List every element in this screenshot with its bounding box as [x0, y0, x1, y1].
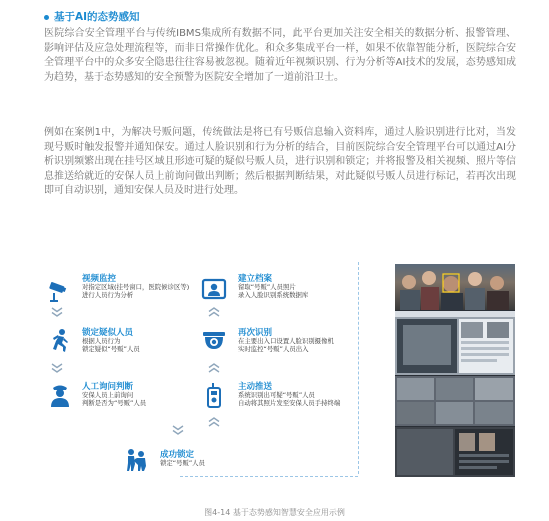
step-title: 建立档案 — [238, 274, 273, 284]
step-desc-line: 自动将其照片发至安保人员手持终端 — [238, 399, 341, 407]
step-desc-line: 对指定区域(挂号窗口，医院候诊区等) — [82, 283, 190, 291]
step-desc-line: 锁定疑似“号贩”人员 — [82, 345, 140, 353]
profile-card-icon — [201, 276, 227, 302]
step-desc-line: 根据人员行为 — [82, 337, 121, 345]
chevron-down-icon — [51, 363, 63, 373]
step-title: 成功锁定 — [160, 450, 195, 460]
workflow-diagram — [39, 260, 358, 476]
step-desc-line: 留取“号贩”人员照片 — [238, 283, 296, 291]
step-desc-line: 系统识别出可疑“号贩”人员 — [238, 391, 315, 399]
step-title: 主动推送 — [238, 382, 273, 392]
handheld-radio-icon — [201, 382, 227, 408]
step-desc-line: 进行人员行为分析 — [82, 291, 134, 299]
chevron-down-icon — [172, 425, 184, 435]
chevron-up-icon — [208, 363, 220, 373]
step-desc-line: 在主要出入口设置人脸识别摄像机 — [238, 337, 334, 345]
cctv-camera-icon — [47, 278, 73, 304]
step-desc-line: 安保人员上前询问 — [82, 391, 134, 399]
chevron-up-icon — [208, 417, 220, 427]
arrest-icon — [123, 446, 149, 472]
step-desc-line: 录入人脸识别系统数据库 — [238, 291, 309, 299]
step-desc-line: 锁定“号贩”人员 — [160, 459, 205, 467]
step-title: 再次识别 — [238, 328, 273, 338]
monitoring-software-screenshot — [395, 311, 515, 375]
step-title: 锁定疑似人员 — [82, 328, 134, 338]
paragraph-1: 医院综合安全管理平台与传统IBMS集成所有数据不同，此平台更加关注安全相关的数据分析、报警管理、影响评估及应急处理流程等，而非日常操作优化。和众多集成平台一样，如果不依靠智能分析，医院综合安全管理平台中的众多安全隐患往往容易被忽视。随着近年视频识别、行为分析等AI技术的发展，态势感知成为趋势，基于态势感知的安全预警为医院安全增加了一道前沿卫士。 — [44, 28, 516, 83]
figure-caption: 图4-14 基于态势感知智慧安全应用示例 — [204, 508, 345, 517]
crowd-face-recognition-photo — [395, 264, 515, 310]
step-desc-line: 判断是否为“号贩”人员 — [82, 399, 147, 407]
running-person-icon — [47, 328, 73, 354]
surveillance-photos — [395, 264, 515, 477]
bullet-dot-icon — [44, 15, 49, 20]
chevron-up-icon — [208, 307, 220, 317]
section-heading — [44, 9, 140, 24]
step-desc-line: 实时监控“号贩”人员出入 — [238, 345, 309, 353]
section-heading-text: 基于AI的态势感知 — [54, 11, 140, 23]
dashed-frame-bottom — [180, 476, 358, 477]
cctv-grid-screenshot — [395, 376, 515, 426]
face-match-screenshot — [395, 427, 515, 477]
step-title: 人工询问判断 — [82, 382, 134, 392]
dome-camera-icon — [201, 328, 227, 354]
paragraph-2: 例如在案例1中，为解决号贩问题，传统做法是将已有号贩信息输入资料库，通过人脸识别进行比对，当发现号贩时触发报警并通知保安。通过人脸识别和行为分析的结合，目前医院综合安全管理平台可以通过AI分析识别频繁出现在挂号区域且形迹可疑的疑似号贩人员，进行识别和锁定；并将报警及相关视频、照片等信息推送给就近的安保人员上前询问做出判断；然后根据判断结果，对此疑似号贩人员进行标记，若再次出现即可自动识别，通知安保人员及时进行处理。 — [44, 127, 516, 197]
step-title: 视频监控 — [82, 274, 117, 284]
dashed-frame-right — [356, 262, 359, 474]
chevron-down-icon — [51, 307, 63, 317]
security-guard-icon — [47, 382, 73, 408]
